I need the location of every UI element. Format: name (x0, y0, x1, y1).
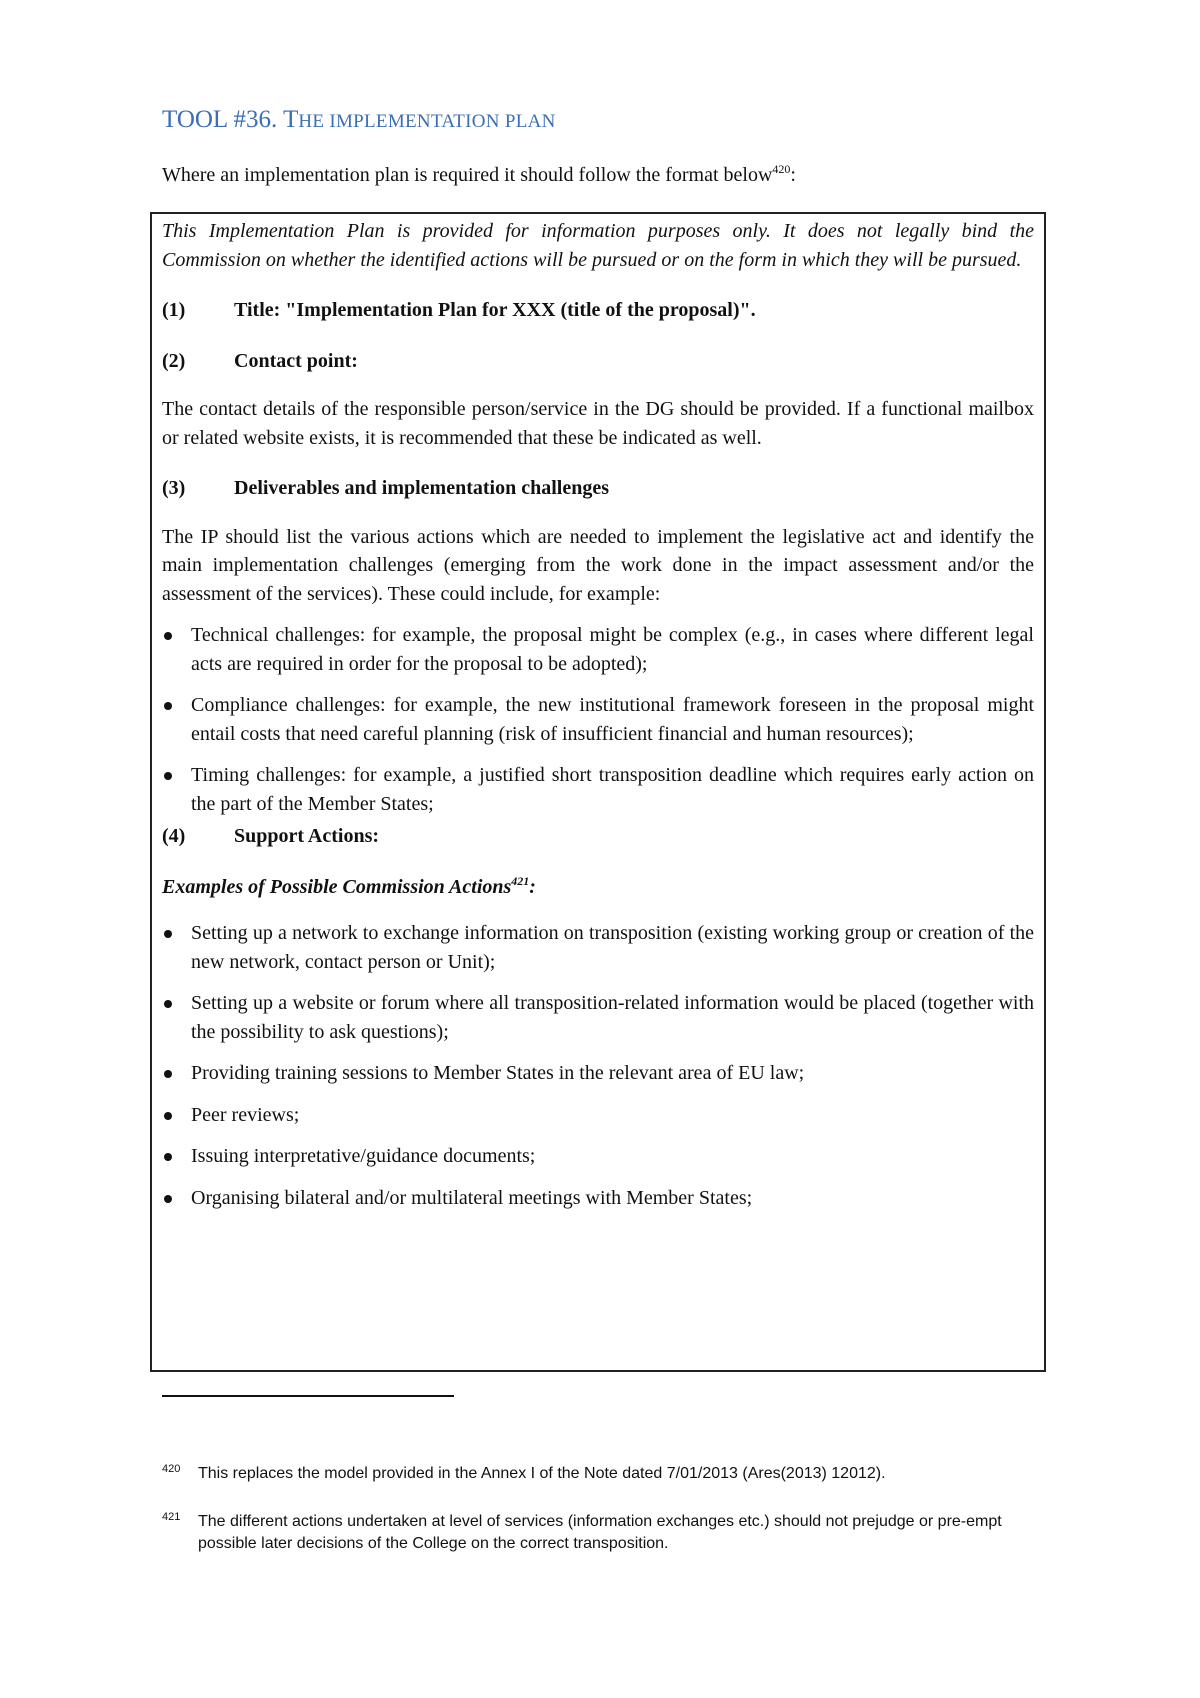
section-support-heading (162, 822, 1034, 851)
list-item-text: Timing challenges: for example, a justified short transposition deadline which requires early action on the part of the Member States; (191, 764, 1034, 815)
list-item-text: Peer reviews; (191, 1103, 300, 1126)
title-rest: HE IMPLEMENTATION PLAN (298, 111, 556, 132)
section-title-heading (162, 296, 1034, 325)
disclaimer-text: This Implementation Plan is provided for information purposes only. It does not legally bind the Commission on whether the identified actions will be pursued or on the form in which they will be pursued. (162, 220, 1034, 271)
bullet-icon (164, 1195, 172, 1203)
footnote-text: This replaces the model provided in the Annex I of the Note dated 7/01/2013 (Ares(2013) 12012). (198, 1465, 886, 1482)
list-item-text: Setting up a network to exchange information on transposition (existing working group or creation of the new network, contact person or Unit); (191, 922, 1034, 973)
section-number: (1) (162, 299, 186, 321)
bullet-icon (164, 1000, 172, 1008)
section-label: Support Actions: (234, 825, 380, 847)
list-item (162, 1184, 1034, 1213)
bullet-icon (164, 632, 172, 640)
list-item (162, 1059, 1034, 1088)
list-item-text: Providing training sessions to Member States in the relevant area of EU law; (191, 1062, 805, 1084)
footnote-ref-420[interactable]: 420 (772, 162, 791, 176)
challenges-list (162, 621, 1034, 818)
title-prefix: TOOL #36. T (162, 106, 299, 133)
deliverables-paragraph: The IP should list the various actions which are needed to implement the legislative act and identify the main implementation challenges (emerging from the work done in the impact assessment and/or the assessment of the services). These could include, for example: (162, 525, 1034, 605)
list-item-text: Issuing interpretative/guidance documents; (191, 1145, 536, 1167)
examples-label: Examples of Possible Commission Actions (162, 875, 512, 898)
list-item-text: Compliance challenges: for example, the new institutional framework foreseen in the proposal might entail costs that need careful planning (risk of insufficient financial and human resources); (191, 694, 1034, 745)
bullet-icon (164, 1070, 172, 1078)
list-item-text: Technical challenges: for example, the proposal might be complex (e.g., in cases where different legal acts are required in order for the proposal to be adopted); (191, 624, 1034, 675)
section-number: (4) (162, 825, 186, 847)
page-title (162, 105, 556, 137)
implementation-plan-box (150, 212, 1046, 1372)
bullet-icon (164, 1153, 172, 1161)
bullet-icon (164, 772, 172, 780)
list-item-text: Organising bilateral and/or multilateral meetings with Member States; (191, 1186, 753, 1209)
section-contact-heading (162, 347, 1034, 376)
list-item (162, 989, 1034, 1046)
list-item (162, 1142, 1034, 1171)
intro-paragraph (162, 162, 1062, 188)
intro-text: Where an implementation plan is required it should follow the format below (162, 164, 773, 186)
bullet-icon (164, 930, 172, 938)
footnote-420 (162, 1463, 1042, 1485)
list-item (162, 761, 1034, 818)
intro-suffix: : (790, 164, 796, 186)
list-item (162, 919, 1034, 976)
bullet-icon (164, 702, 172, 710)
section-label: Deliverables and implementation challenges (234, 477, 609, 499)
section-deliverables-heading (162, 474, 1034, 503)
list-item (162, 621, 1034, 678)
list-item (162, 691, 1034, 748)
footnote-divider (162, 1395, 454, 1397)
section-number: (3) (162, 477, 186, 499)
list-item-text: Setting up a website or forum where all transposition-related information would be placed (together with the possibility to ask questions); (191, 992, 1034, 1043)
footnote-421 (162, 1511, 1042, 1555)
footnote-number: 420 (162, 1463, 181, 1475)
examples-suffix: : (529, 875, 536, 898)
footnote-text: The different actions undertaken at level of services (information exchanges etc.) should not prejudge or pre-empt possible later decisions of the College on the correct transposition. (198, 1513, 1002, 1552)
section-label: Contact point: (234, 349, 358, 372)
bullet-icon (164, 1112, 172, 1120)
actions-list (162, 919, 1034, 1212)
section-number: (2) (162, 349, 186, 372)
list-item (162, 1101, 1034, 1130)
footnote-number: 421 (162, 1511, 181, 1523)
examples-heading (162, 873, 1034, 902)
contact-paragraph: The contact details of the responsible person/service in the DG should be provided. If a functional mailbox or related website exists, it is recommended that these be indicated as well. (162, 398, 1034, 449)
footnote-ref-421[interactable]: 421 (511, 873, 530, 888)
section-label: Title: "Implementation Plan for XXX (title of the proposal)". (234, 299, 756, 321)
